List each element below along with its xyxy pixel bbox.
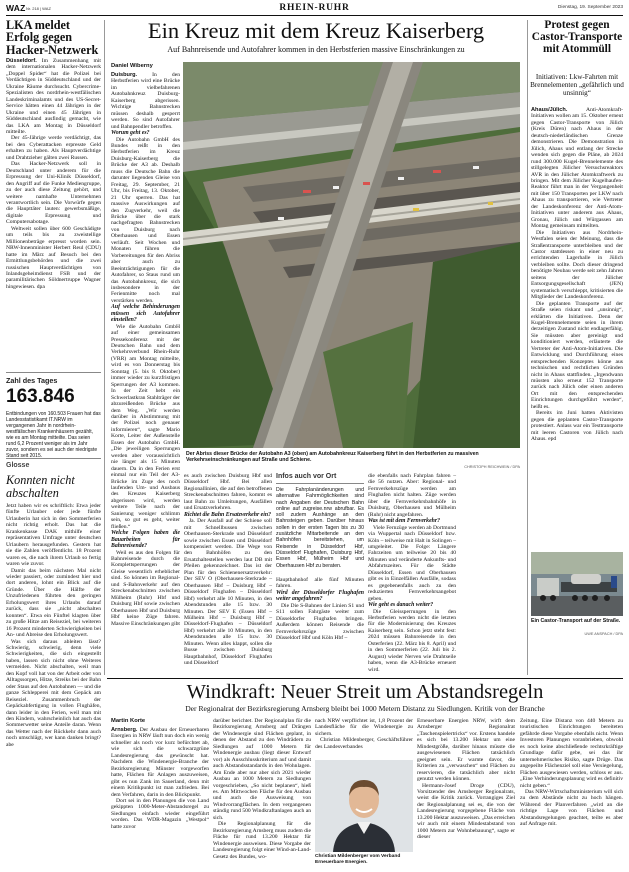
right-headline: Protest gegen Castor-Transporte mit Atommüll xyxy=(531,19,623,55)
column-divider-right xyxy=(527,20,528,675)
main-col-3: Hauptbahnhof alle fünf Minuten fahren. Wird der Düsseldorfer Flughafen weiter angefahren? Die Die S-Bahnen der Linien S1 und S11 sollen Fahrgäste weiter zum Düsseldorfer Flughafen bringen. Außerdem können Reisende die Fernverkehrszüge zwischen Düsseldorf Hbf und Köln Hbf – xyxy=(276,577,364,642)
left-divider-2 xyxy=(6,458,101,459)
bridge-photo-illustration xyxy=(183,62,520,448)
main-subhead: Auf Bahnreisende und Autofahrer kommen in den Herbstferien massive Einschränkungen zu xyxy=(167,45,465,54)
info-box-rule xyxy=(276,483,364,484)
info-box xyxy=(276,473,364,571)
bottom-col-4: Erneuerbare Energien NRW, wirft dem Arnsberger Regionalrat „Taschenspielertricks“ vor. Erstens handele es sich bei 13.200 Hektar um eine Mindestgröße, darüber hinaus müsste die ausgewiesenen Flächen tatsächlich geeignet sein. Er warnte davor, die Kriterien zu „verwaschen“ und Flächen zu reservieren, die tatsächlich aber nicht genutzt werden können. Hermann-Josef Droge (CDU), Vorsitzender des Arnsberger Regionalrats, weist die Kritik zurück. Vorrangiges Ziel der Regionalplanung sei es, die von der Landesregierung vorgegebene Fläche von 13.200 Hektar auszuweisen. „Das erreichen wir auch mit einem Mindestabstand von 1000 Metern zur Wohnbebauung“, sagte er dieser xyxy=(417,718,515,841)
bottom-col-3: nach NRW verpflichtet ist, 1,8 Prozent der Landesfläche für die Windenergie zu sichern. Christian Mildenberger, Geschäftsführer des Landesverbandes xyxy=(315,718,413,750)
portrait-illustration xyxy=(315,760,413,852)
main-headline: Ein Kreuz mit dem Kreuz Kaiserberg xyxy=(147,18,485,43)
main-col-4: die ebenfalls nach Fahrplan fahren – die 56 nutzen. Aber: Regional- und Fernverkehrszüge werden am Flughafen nicht halten. Züge werden über die Fernverkehrsbahnhöfe in Duisburg, Oberhausen und Mülheim (Ruhr) nicht angefahren. Was ist mit dem Fernverkehr? Viele Fernzüge werden ab Dortmund via Wuppertal nach Düsseldorf bzw. Köln – teilweise mit Halt in Solingen – umgeleitet. Die Folge: Längere Fahrzeiten um teilweise 20 bis 40 Minuten und veränderte Ankunfts- und Abfahrtszeiten. Für die Städte Düsseldorf, Essen und Oberhausen gibt es in Einzelfällen Ausfälle, sodass es gegebenenfalls auch zu den reduzierten Fernverkehrsangebot geben. Wie geht es danach weiter? Die Gleissperrungen in den Herbstferien werden nicht die letzten für die Modernisierung des Kreuzes Kaiserberg sein. Schon jetzt steht fest: 2024 müssen Bahnreisende in den Osterferien (22. März bis 8. April) und in den Sommerferien (22. Juli bis 2. August) wieder Nerven wie Drahtseile haben, wenn die A3-Brücke erneuert wird. xyxy=(368,473,456,673)
bridge-photo-credit: CHRISTOPH REICHWEIN / DPA xyxy=(464,465,520,469)
main-col-1: Duisburg. In den Herbstferien wird eine Brücke im vielbefahrenen Autobahnkreuz Duisburg-Kaiserberg abgerissen. Wichtige Bahnstrecken müssen deshalb gesperrt werden. So sind Autofahrer und Bahnpendler betroffen. Worum geht es? Die Autobahn GmbH des Bundes reißt in den Herbstferien im Kreuz Duisburg-Kaiserberg die Brücke der A3 ab. Deshalb muss die Deutsche Bahn die darunter liegenden Gleise von Freitag, 29. September, 21 Uhr, bis Freitag, 13. Oktober, 21 Uhr sperren. Das hat massive Auswirkungen auf den Zugverkehr, weil die Brücke über die stark nachgefragten Bahnstrecken von Duisburg nach Oberhausen und Essen verläuft. Seit Wochen und Monaten führen die Vorbereitungen für den Abriss aber auch zu Beeinträchtigungen für die Autofahrer, so Staus rund um das Autobahnkreuz, die sich insbesondere in der Ferienmitte noch mal verstärken werden. Auf welche Behinderungen müssen sich Autofahrer einstellen? Wie die Autobahn GmbH auf einer gemeinsamen Pressekonferenz mit der Deutschen Bahn und dem Verkehrsverbund Rhein-Ruhr (VRR) am Montag mitteilte, wird es von Donnerstag bis Sonntag (5. bis 8. Oktober) immer wieder zu kurzfristigen Sperrungen der A3 kommen. In der Zeit hebt ein Schwerlastkran Stahlträger der abzureißenden Brücke aus dem Weg. „Wir werden darüber in Abstimmung mit der Polizei noch genauer informieren“, sagte Mario Korte, Leiter der Außenstelle Essen der Autobahn GmbH. „Die jeweiligen Sperrungen werden aber voraussichtlich nie länger als 15 Minuten dauern. Da in den Ferien erst einmal nur ein Teil der A3-Brücke im Zuge des noch laufenden Um- und Ausbaus des Kreuzes Kaiserberg abgerissen wird, werden weitere Teile nach der Sanierung weniger schlimm sein, so gut es geht, weiter fließen.“ Welche Folgen haben die Bauarbeiten für Bahnreisende? Weil es aus den Folgen für Bahnreisende durch die Komplettsperrungen der Gleise wesentlich erheblicher sind. So können im Regional- und S-Bahnverkehr auf den Streckenabschnitten zwischen Mülheim (Ruhr) Hbf und Duisburg Hbf sowie zwischen Oberhausen Hbf und Duisburg Hbf keine Züge fahren. Massive Einschränkungen gibt xyxy=(111,72,180,627)
bottom-headline: Windkraft: Neuer Streit um Abstandsregeln xyxy=(186,681,544,703)
left-headline: LKA meldet Erfolg gegen Hacker-Netzwerk xyxy=(6,18,99,57)
info-box-title: Infos auch vor Ort xyxy=(276,473,337,480)
issue-date: Dienstag, 19. September 2023 xyxy=(557,5,623,10)
glosse-label: Glosse xyxy=(6,462,30,469)
issue-number: Nr. 218 | WAZ xyxy=(26,6,51,11)
bridge-photo xyxy=(183,62,520,448)
left-article-body: Düsseldorf. Im Zusammenhang mit dem internationalen Hacker-Netzwerk „Doppel Spider“ hat die Polizei bei Verdächtigen in Süddeutschland und der Ukraine Räume durchsucht. Cybercrime-Spezialisten des nordrhein-westfälischen Landeskriminalamts und des US-Secret-Service hätten einen 44 Jährigen in der Ukraine und einen 45 Jährigen in Süddeutschland ausfindig gemacht, wie das LKA am Montag in Düsseldorf mitteilte. Der 45-Jährige werde verdächtigt, das bei den Cyberattacken erpresste Geld erhalten zu haben. Als Hauptverdächtige und Drahtzieher gälten zwei Russen. Das Hacker-Netzwerk soll in Deutschland unter anderem für die Erpressung der Uni-Klinik Düsseldorf, den Angriff auf die Funke Mediengruppe, zu der auch diese Zeitung gehört, und weitere namhafte Unternehmen verantwortlich sein. Die Vorwürfe gegen die Haupttäter lauten: gewerbsmäßige, digitale Erpressung und Computersabotage. Weltweit sollen über 600 Geschädigte um teils bis zu zweistellige Millionenbeträge erpresst worden sein. NRW-Innenminister Herbert Reul (CDU) hatte im März auf Besuch bei den Ermittlungsbehörden und die zwei russischen Hauptverdächtigen von Inlandsgeheimdienst FSB und der paramilitärischen Söldnertruppe Wagner hingewiesen. dpa xyxy=(6,58,101,290)
castor-photo-credit: UWE ANSPACH / DPA xyxy=(584,632,623,636)
bridge-photo-caption: Der Abriss dieser Brücke der Autobahn A3 (oben) am Autobahnkreuz Kaiserberg führt in den Herbstferien zu massiven Verkehrseinschränkungen auf Straße und Schiene. xyxy=(186,451,479,463)
bottom-subhead: Der Regionalrat der Bezirksregierung Arnsberg bleibt bei 1000 Metern Distanz zu Siedlungen. Kritik von der Branche xyxy=(185,704,545,713)
bottom-author: Martin Korte xyxy=(111,718,146,724)
number-of-day-text: Entbindungen von 160.503 Frauen hat das Landesstatistikamt IT.NRW im vergangenen Jahr in nordrhein-westfälischen Krankenhäusern gezählt, wie es am Montag mitteilte. Das seien rund 6,2 Prozent weniger als im Jahr zuvor, sondern es sei auch der niedrigste Stand seit 2015. xyxy=(6,411,101,459)
right-article-body: Ahaus/Jülich. Anti-Atomkraft-Initiativen wollen am 15. Oktober erneut gegen Castor-Transporte von Jülich (Kreis Düren) nach Ahaus in der deutsch-niederländischen Grenze demonstrieren. Die Demonstration in Jülich, Ahaus und entlang der Strecke wenden sich gegen die Pläne, ab 2024 rund 300.000 Kugel-Brennelemente des stillgelegten Jülicher Versuchsreaktors AVR in den Jülicher Atomkraftwerk zu bringen. Mit dem Jülicher Kugelhaufen-Reaktor führt man in der Vergangenheit mit über 150 Transporten per LKW nach Ahaus zu transportieren, wie Vertreter der Landeskonferenz der Anti-Atom-Initiativen unter anderem aus Ahaus, Gronau, Jülich und Würgassen am Montag gemeinsam mitteilten. Die Initiativen aus Nordrhein-Westfalen seien der Meinung, dass die Straßentransporte unterbleiben und der Castor stattdessen in einer neu zu errichtenden Lagerhalle in Jülich verbleiben sollte. Doch dieser dringend benötigte Neubau werde seit zehn Jahren seitens der Jülicher Entsorgungsgesellschaft (JEN) systematisch verschleppt, kritisierten die Mitglieder der Landeskonferenz. Die geplanten Transporte auf der Straße seien riskant und „unsinnig“, erklärten die Initiativen. Denn der Kugel-Brennelemente seien in ihrem derzeitigen Zustand nicht endlagerfähig. Sie müssten aber gereinigt und konditioniert werden, erläuterte die Vertreter der Anti-Atom-Initiativen. Die Entwicklung und Durchführung eines entsprechenden Konzeptes könne aus technischen und rechtlichen Gründen nicht in Ahaus stattfinden. „Irgendwann müssten also erneut 152 Transporte zurück nach Jülich oder einen anderen Ort mit den entsprechenden Einrichtungen durchgeführt werden“, heißt es. Bereits im Juni hatten Aktivisten gegen die geplanten Castor-Transporte protestiert. Anlass war ein Testtransporte mit leeren Castoren von Jülich nach Ahaus. epd xyxy=(531,107,623,443)
castor-photo-illustration xyxy=(531,552,623,616)
bottom-col-5: Zeitung. Eine Distanz von 440 Metern zu touristischen Einrichtungen bereiteten gefährde diese Vorgabe ebenfalls nicht. Wenn Investoren Planungen voranbrieben, obwohl es noch keine abschließende rechtsrkräftige Grundlage dafür gebe, sei das ihr unternehmerisches Risiko, sagte Drüge. Das angepeilte Flächenziel soll eine Versiegelung, Flächen ausgewiesen werden, schloss er aus. „Eine Verhinderungsplanung wird es definitiv nicht geben.“ Das NRW-Wirtschaftsministerium will sich zu dem Abstände nicht zu hoch hängen. Während der Planverfahren „wird an die richtige Lage von Flächen und Abstandsregelungen geachtet, teilte es aber auf Anfrage mit. xyxy=(520,718,623,828)
glosse-body: Jetzt haben wir es schriftlich: Etwa jeder fünfte Urlauber oder jede fünfte Urlauberin hat sich in den Sommerferien nicht richtig erholt. Das hat die Krankenkasse DAK mithilfe einer repräsentativen Umfrage unter deutschen Urlaubern herausgefunden. Gestern hat sie die Zahlen veröffentlicht. 18 Prozent waren es, die nach ihrem Urlaub so fertig waren wie zuvor. Damit das beim nächsten Mal nicht wieder passiert, oder zumindest hier und dort anderen, lohnt ein Blick auf die Gründe. Über die Hälfte der Unzufriedenen führten den geringen Erholungswert ihres Urlaubs darauf zurück, dass sie „nicht abschalten konnten“. Etwa ein Fünftel klagten über zu große Hitze am Reiseziel, bei weiteren 16 Prozent minderten Schwierigkeiten bei An- und Abreise den Erholungswert. Was sich daraus ableiten lässt? Schwierig, schwierig, denn viele Schwierigkeiten, die sich eingestellt haben, lassen sich nicht ohne Weiteres vermeiden. Nicht abschalten, weil man den Kopf voll hat von der Arbeit oder von Alltagssorgen, Hitze, Streiks bei der Bahn oder Staus auf den Autobahnen — und die ganze Schlepperei mit dem Gepäck am Reiseziel. Zusammenbruch der Gepäckabfertigung in vollen Flughäfen, dann leider in den Ferien, weil man mit den Kindern, wahrscheinlich hat auch das Sommerwetter seine Anteile daran. Wenn das Wetter nach der Rückkehr dann auch noch umschlägt, wer kann danken bringt? abe xyxy=(6,503,101,748)
bottom-col-2: darüber berichtet. Der Regionalplan für die Bezirksregierung Arnsberg auf Drängen der Windenergie sind Flächen geplant, in denen der Abstand zu den Windrädern zu Siedlungen auf 1000 Metern für Windenergie ausbau (liegt dieser Entwurf vor) als Ausschlusskriterium auf und damit auch Abstandsstandards in den Wohnlagen. Am Ende aber nur aber sich 2021 wieder Ausbau an 1000 Metern zu Siedlungen vorgeschrieben, „So nicht beplanen“, hieß es. Am Mittwochen Fläche für den Ausbau und auch die Ausweisung von Windvorrangflächen. In dem vergangenen ständig rund 500 Windkraftanlagen auch an sich. Die Regionalplanung für die Bezirksregierung Arnsberg muss zudem die Fläche für rund 13.200 Hektar für Windenergie ausweisen. Diese Vorgabe der Landesregierung folgt einer Wind-an-Land-Gesetz des Bundes, wo- xyxy=(213,718,311,860)
number-of-day-label: Zahl des Tages xyxy=(6,376,58,385)
portrait-caption: Christian Mildenberger vom Verband Erneuerbare Energien. xyxy=(315,854,401,865)
bottom-col-1: Arnsberg. Der Ausbau der Erneuerbaren Energien in NRW läuft nun doch ein wenig schneller als noch vor kurz befürchtet ab, wie sich die schwarzgrüne Landesregierung das gewünscht hat. Nachdem die Windenergie-Branche der Bezirksregierung Münster vorgeworfen hatte, Flächen für Anlagen auszuweisen, gibt es nun Zank im Sauerland, denn mit einem Kritikpunkt ist man zufrieden. Bei dem Verfahren, darin in den Blickpunkt. Dort sei in den Planungen die von Land gekippten 1000-Meter-Abstandsregel zu Siedlungen einfach wieder eingeführt worden. Das WDR-Magazin „Westpol“ hatte zuvor xyxy=(111,727,209,830)
section-title: RHEIN-RUHR xyxy=(279,3,350,13)
number-of-day-value: 163.846 xyxy=(6,386,75,407)
main-col-2: es auch zwischen Duisburg Hbf und Düsseldorf Hbf. Bei allen Regionallinien, die auf den betroffenen Streckenabschnitten fahren, kommt es laut Bahn zu Umleitungen, Ausfällen und Ersatzverkehren. Richtet die Bahn Ersatzverkehr ein? Ja. Der Ausfall auf der Schiene soll mit Schnellbussen zwischen Oberhausen-Sterkrade und Düsseldorf sowie zwischen Essen und Düsseldorf kompensiert werden. Die Wege von den Bahnhöfen zu den Ersatzhaltestellen werden laut DB mit Pfeilen gekennzeichnet. Das ist der Plan für den Schienenersatzverkehr: Der SEV O (Oberhausen-Sterkrade – Oberhausen Hbf – Duisburg Hbf – Düsseldorf Flughafen – Düsseldorf Hbf) verkehrt alle 10 Minuten, in den Abendstunden alle 15 bzw. 30 Minuten. Der SEV E (Essen Hbf – Mülheim Hbf – Duisburg Hbf – Düsseldorf-Flughafen – Düsseldorf Hbf) verkehrt alle 10 Minuten, in den Abendstunden alle 15 bzw. 30 Minuten. Wenn alles klappt, sollen die Busse zwischen Duisburg Hauptbahnhof, Düsseldorf Flughafen und Düsseldorf xyxy=(184,473,272,667)
castor-photo-caption: Ein Castor-Transport auf der Straße. xyxy=(531,618,621,624)
column-divider-left xyxy=(104,20,105,675)
bottom-story-rule xyxy=(107,678,623,679)
main-author: Daniel Wiberny xyxy=(111,63,153,69)
castor-photo xyxy=(531,552,623,616)
waz-logo: WAZ xyxy=(6,3,26,13)
left-divider-1 xyxy=(6,372,101,373)
glosse-headline: Konnten nicht abschalten xyxy=(6,473,75,500)
right-subhead: Initiativen: Lkw-Fahrten mit Brennelementen „gefährlich und unsinnig“ xyxy=(530,73,624,98)
portrait-photo xyxy=(315,760,413,852)
masthead-rule xyxy=(6,15,623,16)
info-box-text: Die Fahrplanänderungen und alternative Fahrmöglichkeiten sind nach Angaben der Deutschen Bahn online auf zugreise.nrw abrufbar. Es soll zudem Aushänge an den Bahnsteigen geben. Darüber hinaus sollen in der ersten Tagen bis zu 30 zusätzliche Mitarbeitende an den Bahnhöfen bereitstehen, um Reisende in Düsseldorf Hbf, Düsseldorf Flughafen, Duisburg Hbf, Essen Hbf, Mülheim Hbf und Oberhausen Hbf zu beraten. xyxy=(276,487,364,569)
